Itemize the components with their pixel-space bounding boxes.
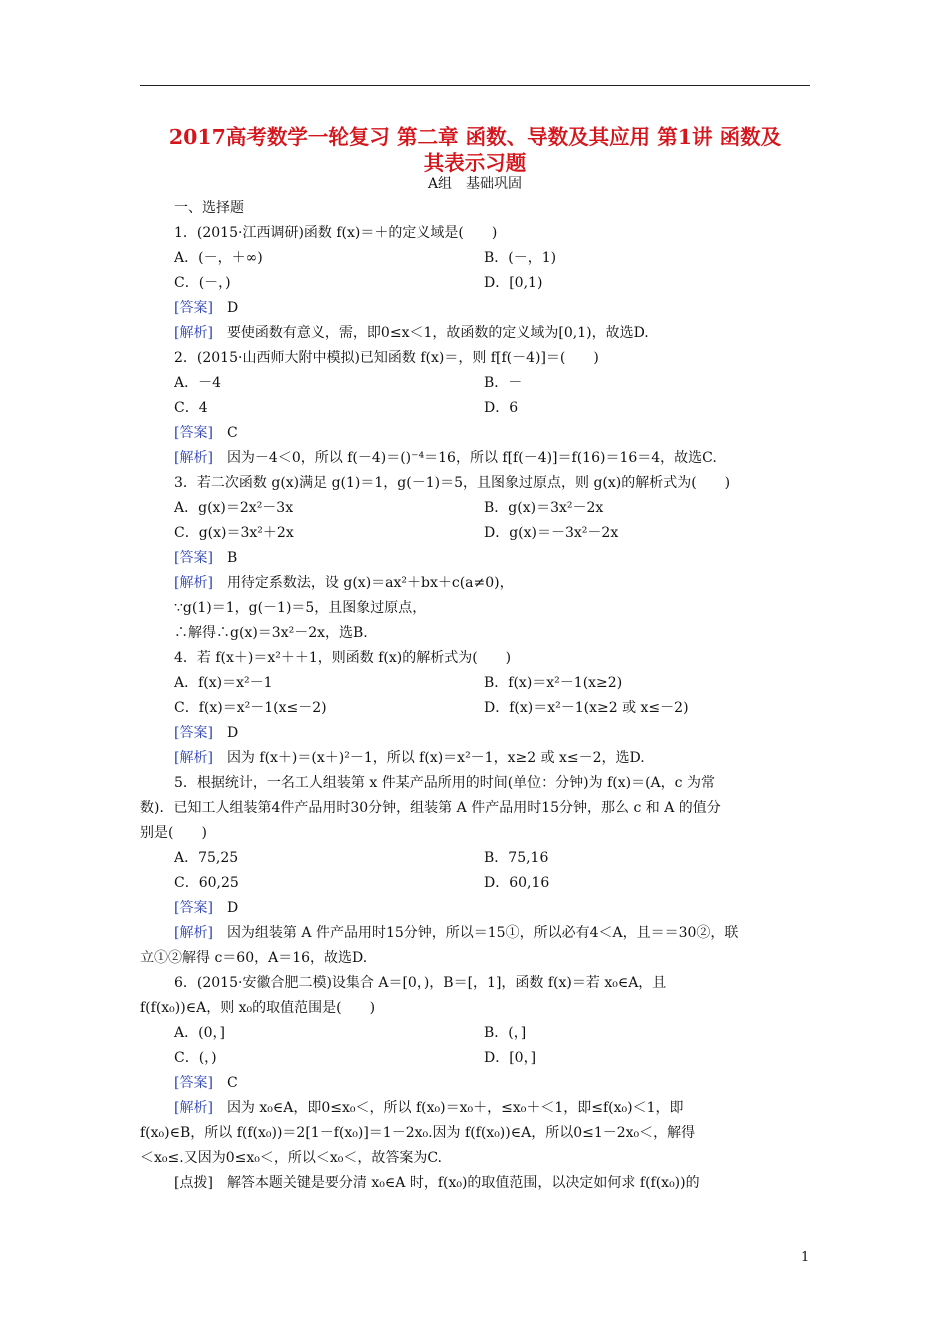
q6-tip-text: 解答本题关键是要分清 x₀∈A 时，f(x₀)的取值范围，以决定如何求 f(f(x₀))的: [226, 1175, 700, 1191]
header-rule: [140, 85, 810, 86]
q4-option-b: B．f(x)＝x²－1(x≥2): [484, 675, 623, 691]
q6-stem-line-1: 6．(2015·安徽合肥二模)设集合 A＝[0，)，B＝[，1]，函数 f(x)＝若 x₀∈A，且: [174, 975, 667, 991]
q3-option-a: A．g(x)＝2x²－3x: [174, 500, 294, 516]
q6-option-c: C．(，): [174, 1050, 217, 1066]
q5-analysis: [174, 923, 738, 943]
q1-option-b: B．(－，1): [484, 250, 557, 266]
page-number: 1: [801, 1250, 810, 1265]
q5-option-c: C．60,25: [174, 875, 239, 891]
q2-option-a: A．－4: [174, 375, 222, 391]
q4-analysis: [174, 748, 645, 768]
q3-analysis-line-3: ∴解得∴g(x)＝3x²－2x，选B.: [174, 625, 368, 641]
q6-analysis-text: 因为 x₀∈A，即0≤x₀＜，所以 f(x₀)＝x₀＋，≤x₀＋＜1，即≤f(x₀)＜1，即: [226, 1100, 684, 1116]
page-title-line-2: 其表示习题: [423, 151, 527, 175]
q2-answer-value: C: [226, 425, 238, 441]
q4-stem: 4．若 f(x＋)＝x²＋＋1，则函数 f(x)的解析式为( ): [174, 650, 512, 666]
q6-answer-value: C: [226, 1075, 238, 1091]
q5-answer-value: D: [226, 900, 239, 916]
q6-analysis-line-2: f(x₀)∈B，所以 f(f(x₀))＝2[1－f(x₀)]＝1－2x₀.因为 f(f(x₀))∈A，所以0≤1－2x₀＜，解得: [140, 1125, 696, 1141]
q1-stem: 1．(2015·江西调研)函数 f(x)＝＋的定义域是( ): [174, 225, 498, 241]
q2-analysis-text: 因为－4＜0，所以 f(－4)＝()⁻⁴＝16，所以 f[f(－4)]＝f(16)＝16＝4，故选C.: [226, 450, 717, 466]
q3-option-c: C．g(x)＝3x²＋2x: [174, 525, 294, 541]
q1-analysis-text: 要使函数有意义，需，即0≤x＜1，故函数的定义域为[0,1)，故选D.: [226, 325, 649, 341]
answer-tag: [答案]: [174, 900, 213, 916]
q5-option-a: A．75,25: [174, 850, 239, 866]
analysis-tag: [解析]: [174, 325, 213, 341]
analysis-tag: [解析]: [174, 750, 213, 766]
q4-option-c: C．f(x)＝x²－1(x≤－2): [174, 700, 327, 716]
analysis-tag: [解析]: [174, 450, 213, 466]
analysis-tag: [解析]: [174, 925, 213, 941]
q1-answer: [174, 298, 238, 318]
answer-tag: [答案]: [174, 725, 213, 741]
q3-answer: [174, 548, 237, 568]
q4-analysis-text: 因为 f(x＋)＝(x＋)²－1，所以 f(x)＝x²－1，x≥2 或 x≤－2，选D.: [226, 750, 645, 766]
q1-option-d: D．[0,1): [484, 275, 543, 291]
q4-answer: [174, 723, 238, 743]
q3-analysis-line-2: ∵g(1)＝1，g(－1)＝5，且图象过原点，: [174, 600, 427, 616]
q6-answer: [174, 1073, 238, 1093]
q5-option-d: D．60,16: [484, 875, 550, 891]
answer-tag: [答案]: [174, 550, 213, 566]
answer-tag: [答案]: [174, 1075, 213, 1091]
q5-analysis-line-2: 立①②解得 c＝60，A＝16，故选D.: [140, 950, 368, 966]
q5-stem-line-1: 5．根据统计，一名工人组装第 x 件某产品所用的时间(单位：分钟)为 f(x)＝(A，c 为常: [174, 775, 715, 791]
q2-option-d: D．6: [484, 400, 519, 416]
q4-option-a: A．f(x)＝x²－1: [174, 675, 273, 691]
q3-analysis-text: 用待定系数法，设 g(x)＝ax²＋bx＋c(a≠0)，: [226, 575, 514, 591]
q3-answer-value: B: [226, 550, 238, 566]
q1-option-a: A．(－，＋∞): [174, 250, 263, 266]
q5-option-b: B．75,16: [484, 850, 549, 866]
tip-tag: [点拨]: [174, 1175, 213, 1191]
analysis-tag: [解析]: [174, 1100, 213, 1116]
q1-analysis: [174, 323, 649, 343]
q6-option-d: D．[0，]: [484, 1050, 537, 1066]
q6-option-b: B．(，]: [484, 1025, 527, 1041]
q2-analysis: [174, 448, 717, 468]
q6-stem-line-2: f(f(x₀))∈A，则 x₀的取值范围是( ): [140, 1000, 376, 1016]
q5-stem-line-2: 数)．已知工人组装第4件产品用时30分钟，组装第 A 件产品用时15分钟，那么 c 和 A 的值分: [140, 800, 721, 816]
q6-tip: [174, 1173, 700, 1193]
section-heading: 一、选择题: [174, 200, 244, 216]
q3-analysis: [174, 573, 514, 593]
q2-answer: [174, 423, 238, 443]
q3-option-b: B．g(x)＝3x²－2x: [484, 500, 604, 516]
page-title-line-1: 2017高考数学一轮复习 第二章 函数、导数及其应用 第1讲 函数及: [168, 125, 782, 149]
q3-stem: 3．若二次函数 g(x)满足 g(1)＝1，g(－1)＝5，且图象过原点，则 g(x)的解析式为( ): [174, 475, 731, 491]
q6-option-a: A．(0，]: [174, 1025, 225, 1041]
q1-answer-value: D: [226, 300, 239, 316]
analysis-tag: [解析]: [174, 575, 213, 591]
q5-answer: [174, 898, 238, 918]
q4-answer-value: D: [226, 725, 239, 741]
q2-stem: 2．(2015·山西师大附中模拟)已知函数 f(x)＝，则 f[f(－4)]＝( ): [174, 350, 599, 366]
q3-option-d: D．g(x)＝－3x²－2x: [484, 525, 619, 541]
q6-analysis: [174, 1098, 683, 1118]
answer-tag: [答案]: [174, 300, 213, 316]
q5-analysis-text: 因为组装第 A 件产品用时15分钟，所以＝15①，所以必有4＜A，且＝＝30②，联: [226, 925, 739, 941]
q4-option-d: D．f(x)＝x²－1(x≥2 或 x≤－2): [484, 700, 689, 716]
q1-option-c: C．(－，): [174, 275, 231, 291]
answer-tag: [答案]: [174, 425, 213, 441]
q5-stem-line-3: 别是( ): [140, 825, 207, 841]
q2-option-b: B．－: [484, 375, 523, 391]
q2-option-c: C．4: [174, 400, 208, 416]
group-heading: A组 基础巩固: [427, 176, 523, 192]
q6-analysis-line-3: ＜x₀≤.又因为0≤x₀＜，所以＜x₀＜，故答案为C.: [140, 1150, 443, 1166]
